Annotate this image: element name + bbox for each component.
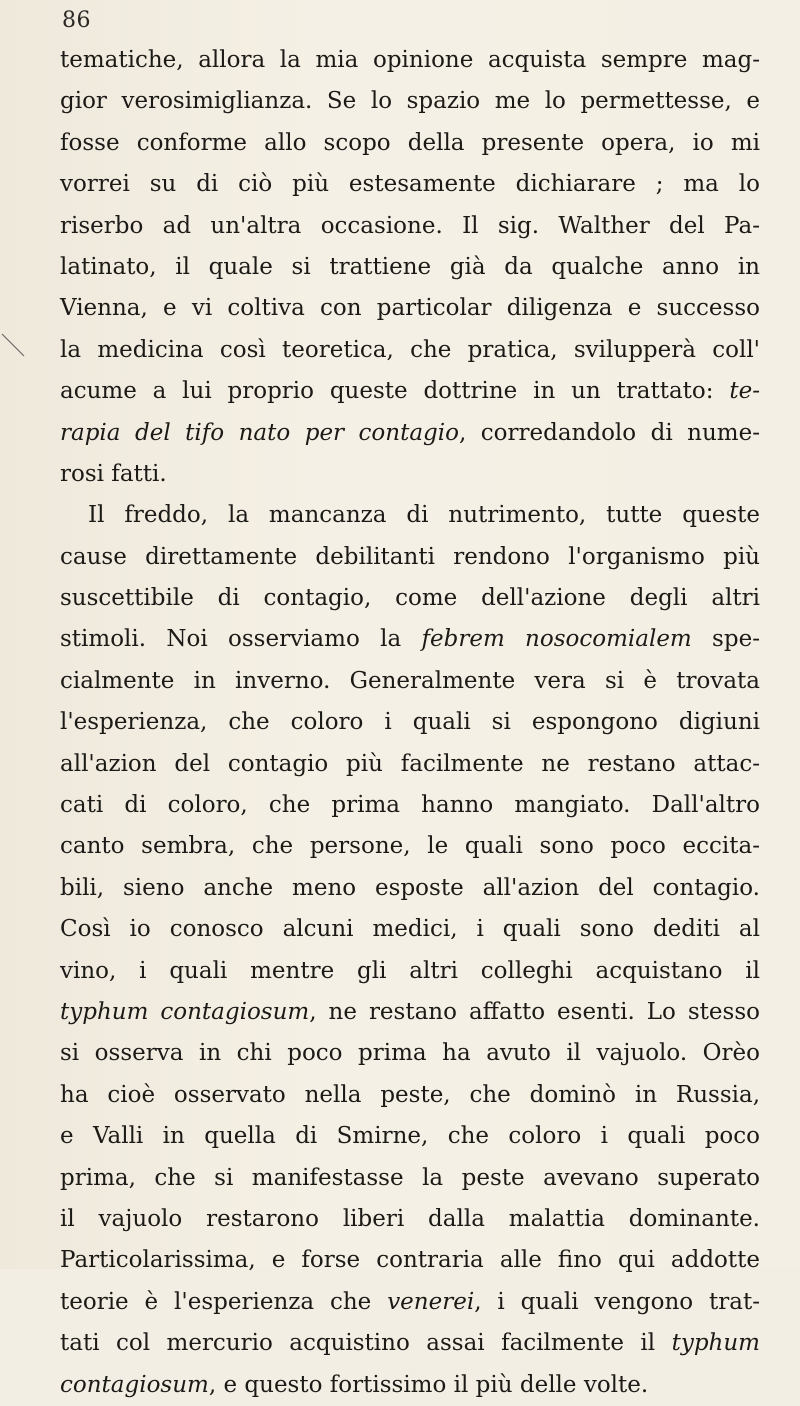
text-line xyxy=(60,371,760,412)
text-line xyxy=(60,909,760,950)
text-run: canto sembra, che persone, le quali sono poco eccita- xyxy=(60,833,760,860)
text-run: l'esperienza, che coloro i quali si espongono digiuni xyxy=(60,709,760,736)
text-run: , corredandolo di nume- xyxy=(458,419,760,446)
italic-text-run: te- xyxy=(729,378,760,405)
text-line xyxy=(60,164,760,205)
text-line xyxy=(60,826,760,867)
text-run: la medicina così teoretica, che pratica, svilupperà coll' xyxy=(60,336,760,363)
text-run: cause direttamente debilitanti rendono l'organismo più xyxy=(60,543,760,570)
page-number: 86 xyxy=(62,8,91,33)
text-line xyxy=(60,744,760,785)
text-run: Particolarissima, e forse contraria alle fino qui addotte xyxy=(60,1247,760,1274)
text-run: , ne restano affatto esenti. Lo stesso xyxy=(309,998,760,1025)
text-run: il vajuolo restarono liberi dalla malattia dominante. xyxy=(60,1205,760,1232)
text-run: cati di coloro, che prima hanno mangiato. Dall'altro xyxy=(60,792,760,819)
text-line xyxy=(60,578,760,619)
text-run: teorie è l'esperienza che xyxy=(60,1288,388,1315)
italic-text-run: typhum contagiosum xyxy=(60,998,310,1025)
text-run: si osserva in chi poco prima ha avuto il vajuolo. Orèo xyxy=(60,1040,760,1067)
text-line xyxy=(60,702,760,743)
text-run: vorrei su di ciò più estesamente dichiarare ; ma lo xyxy=(60,171,760,198)
text-run: gior verosimiglianza. Se lo spazio me lo permettesse, e xyxy=(60,88,760,115)
text-run: tematiche, allora la mia opinione acquista sempre mag- xyxy=(60,47,760,73)
text-line xyxy=(60,413,760,454)
text-line xyxy=(60,330,760,371)
text-line xyxy=(60,1158,760,1199)
text-run: ha cioè osservato nella peste, che dominò in Russia, xyxy=(60,1081,760,1108)
text-line xyxy=(60,1240,760,1281)
text-line xyxy=(60,868,760,909)
body-text xyxy=(60,40,760,1406)
italic-text-run: venerei xyxy=(387,1288,475,1315)
text-run: stimoli. Noi osserviamo la xyxy=(60,626,422,653)
margin-pencil-mark xyxy=(0,330,30,360)
text-run: riserbo ad un'altra occasione. Il sig. Walther del Pa- xyxy=(60,212,760,239)
text-run: Vienna, e vi coltiva con particolar diligenza e successo xyxy=(60,295,760,322)
text-run: cialmente in inverno. Generalmente vera si è trovata xyxy=(60,667,760,694)
text-line xyxy=(60,247,760,288)
text-run: fosse conforme allo scopo della presente opera, io mi xyxy=(60,129,760,156)
text-run: Così io conosco alcuni medici, i quali sono dediti al xyxy=(60,916,760,943)
text-line xyxy=(60,1033,760,1074)
text-run: rosi fatti. xyxy=(60,460,167,487)
text-line xyxy=(60,661,760,702)
text-run: , e questo fortissimo il più delle volte. xyxy=(208,1371,649,1398)
text-line xyxy=(60,1199,760,1240)
text-run: suscettibile di contagio, come dell'azione degli altri xyxy=(60,585,760,612)
italic-text-run: typhum xyxy=(671,1330,760,1357)
text-line xyxy=(60,495,760,536)
text-line xyxy=(60,951,760,992)
text-line xyxy=(60,1323,760,1364)
text-line xyxy=(60,206,760,247)
text-run: Il freddo, la mancanza di nutrimento, tutte queste xyxy=(88,502,760,529)
text-run: latinato, il quale si trattiene già da qualche anno in xyxy=(60,253,760,280)
italic-text-run: rapia del tifo nato per contagio xyxy=(60,419,459,446)
text-run: prima, che si manifestasse la peste avevano superato xyxy=(60,1164,760,1191)
text-run: tati col mercurio acquistino assai facilmente il xyxy=(60,1330,672,1357)
text-line xyxy=(60,123,760,164)
text-line xyxy=(60,288,760,329)
text-line xyxy=(60,1075,760,1116)
text-line xyxy=(60,1116,760,1157)
text-line xyxy=(60,1365,760,1406)
text-run: , i quali vengono trat- xyxy=(474,1288,760,1315)
text-line xyxy=(60,992,760,1033)
text-line xyxy=(60,40,760,81)
text-line xyxy=(60,619,760,660)
italic-text-run: febrem nosocomialem xyxy=(421,626,692,653)
text-run: e Valli in quella di Smirne, che coloro i quali poco xyxy=(60,1123,760,1150)
italic-text-run: contagiosum xyxy=(60,1371,209,1398)
text-run: bili, sieno anche meno esposte all'azion del contagio. xyxy=(60,874,760,901)
text-line xyxy=(60,454,760,495)
text-line xyxy=(60,81,760,122)
text-line xyxy=(60,1282,760,1323)
text-run: spe- xyxy=(691,626,760,653)
text-run: all'azion del contagio più facilmente ne restano attac- xyxy=(60,750,760,777)
text-run: vino, i quali mentre gli altri colleghi acquistano il xyxy=(60,957,760,984)
text-run: acume a lui proprio queste dottrine in un trattato: xyxy=(60,378,730,405)
text-line xyxy=(60,537,760,578)
text-line xyxy=(60,785,760,826)
